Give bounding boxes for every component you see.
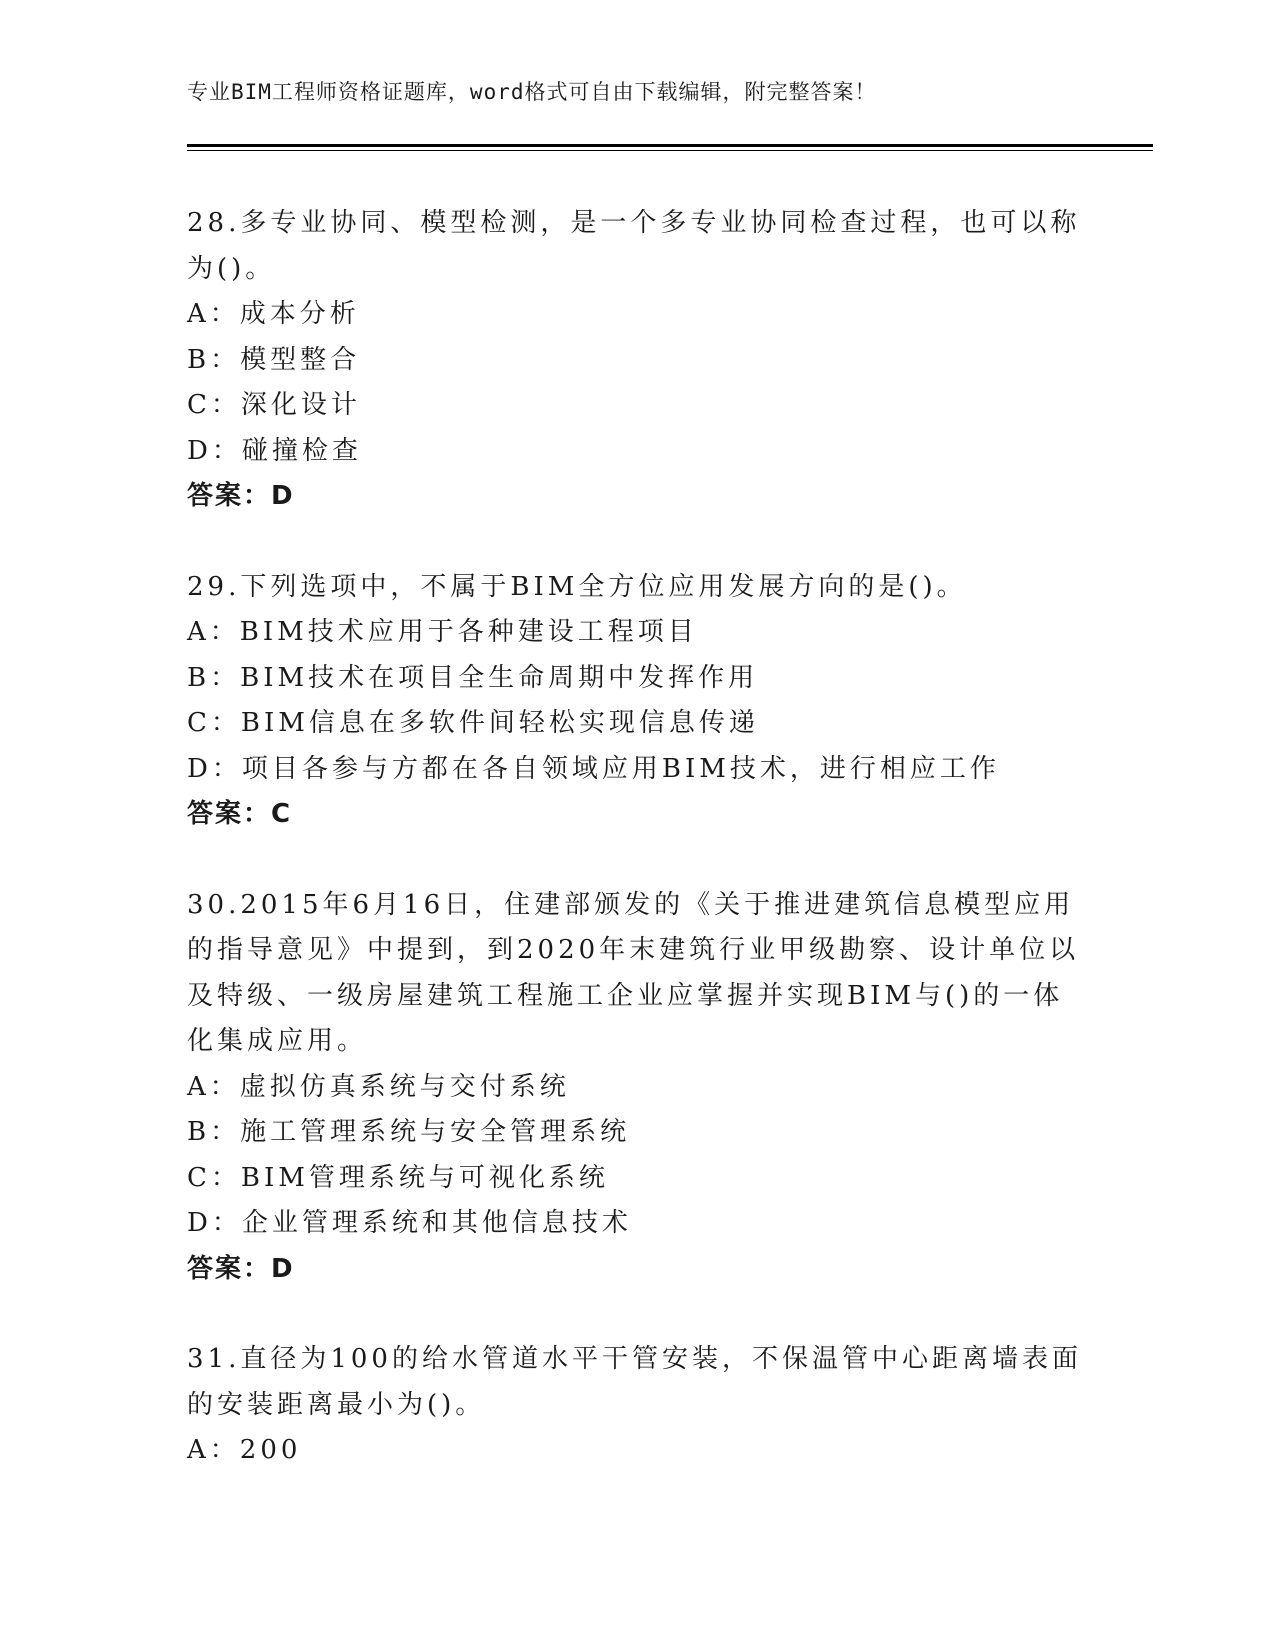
- answer-line: 答案：C: [187, 799, 293, 829]
- question-list: [187, 201, 1087, 1474]
- option-b: B：施工管理系统与安全管理系统: [187, 1117, 631, 1147]
- option-a: A：BIM技术应用于各种建设工程项目: [187, 617, 698, 647]
- question-31: [187, 1337, 1087, 1474]
- option-c: C：深化设计: [187, 390, 361, 420]
- header-divider-thick: [187, 144, 1153, 147]
- question-stem: 29.下列选项中，不属于BIM全方位应用发展方向的是()。: [187, 571, 967, 602]
- answer-line: 答案：D: [187, 481, 295, 511]
- answer-line: 答案：D: [187, 1253, 295, 1284]
- option-a: A：成本分析: [187, 299, 360, 329]
- option-a: A：虚拟仿真系统与交付系统: [187, 1071, 570, 1102]
- header-divider-thin: [187, 150, 1153, 151]
- option-a: A：200: [187, 1435, 302, 1465]
- option-b: B：模型整合: [187, 344, 361, 375]
- option-d: D：项目各参与方都在各自领域应用BIM技术，进行相应工作: [187, 753, 1000, 784]
- question-28: [187, 201, 1087, 520]
- option-c: C：BIM信息在多软件间轻松实现信息传递: [187, 708, 759, 738]
- question-stem: 31.直径为100的给水管道水平干管安装，不保温管中心距离墙表面的安装距离最小为()。: [187, 1344, 1082, 1420]
- document-header: 专业BIM工程师资格证题库，word格式可自由下载编辑，附完整答案！: [187, 80, 877, 104]
- question-stem: 30.2015年6月16日，住建部颁发的《关于推进建筑信息模型应用的指导意见》中提到，到2020年末建筑行业甲级勘察、设计单位以及特级、一级房屋建筑工程施工企业应掌握并实现BIM与()的一体化集成应用。: [187, 889, 1080, 1056]
- question-29: [187, 565, 1087, 838]
- option-c: C：BIM管理系统与可视化系统: [187, 1162, 609, 1193]
- option-b: B：BIM技术在项目全生命周期中发挥作用: [187, 662, 759, 693]
- question-stem: 28.多专业协同、模型检测，是一个多专业协同检查过程，也可以称为()。: [187, 208, 1081, 284]
- question-30: [187, 883, 1087, 1293]
- option-d: D：碰撞检查: [187, 435, 362, 466]
- option-d: D：企业管理系统和其他信息技术: [187, 1208, 632, 1238]
